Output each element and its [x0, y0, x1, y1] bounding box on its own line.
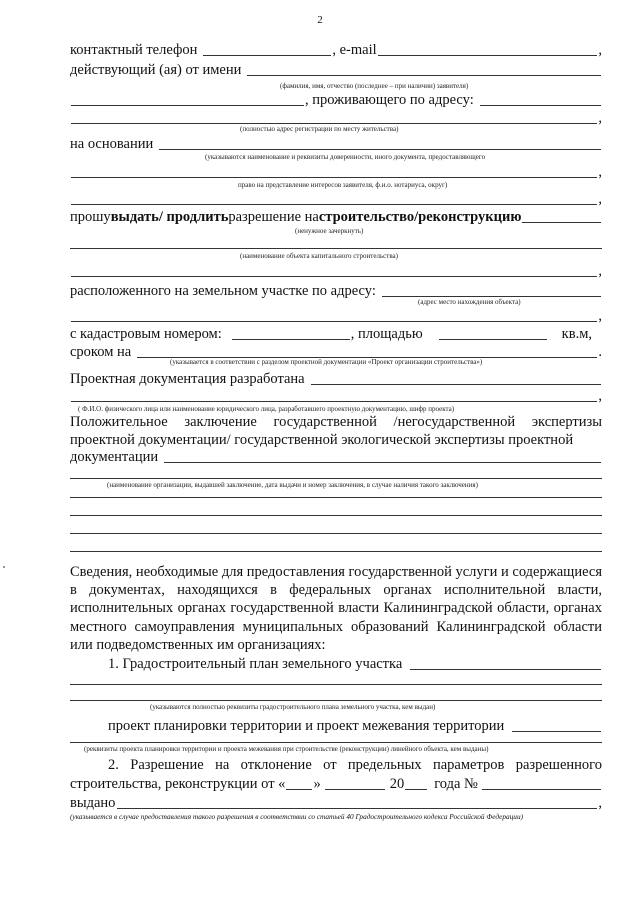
applicant-name-note: (фамилия, имя, отчество (последнее – при наличии) заявителя)	[280, 82, 469, 90]
area-unit: кв.м,	[561, 326, 592, 342]
item2-row-3: выдано ,	[70, 795, 602, 811]
expertise-row	[70, 447, 602, 465]
gradplan-field-cont-2[interactable]	[70, 700, 602, 701]
issued-by-field[interactable]	[117, 795, 597, 809]
expertise-field[interactable]	[164, 449, 601, 463]
planning-field-cont[interactable]	[70, 742, 602, 743]
info-paragraph: Сведения, необходимые для предоставления государственной услуги и содержащиеся в документах, находящихся в федеральных органах исполнительной власти, исполнительных органах государственной власти Калининградской области, органах местного самоуправления муниципальных образований Калининградской области или подведомственных им организациях:	[70, 564, 602, 653]
phone-row: контактный телефон , e-mail ,	[70, 42, 602, 58]
request-note: (ненужное зачеркнуть)	[295, 227, 364, 235]
gradplan-note: (указываются полностью реквизиты градостроительного плана земельного участка, кем выдан)	[150, 703, 436, 711]
acting-label: действующий (ая) от имени	[70, 62, 242, 78]
planning-label: проект планировки территории и проект межевания территории	[108, 718, 505, 734]
expertise-line-3[interactable]	[70, 515, 602, 516]
term-note: (указывается в соответствии с разделом проектной документации «Проект организации строительства»)	[170, 358, 483, 366]
basis-note-2: право на представление интересов заявителя, ф.и.о. нотариуса, округ)	[238, 181, 448, 189]
basis-note-1: (указываются наименование и реквизиты доверенности, иного документа, предоставляющего	[205, 153, 486, 161]
object-row-2: ,	[70, 261, 602, 279]
item2-footnote: (указывается в случае предоставления такого разрешения в соответствии со статьей 40 Градостроительного кодекса Российской Федерации)	[70, 812, 524, 821]
item1-row	[70, 654, 602, 672]
basis-label: на основании	[70, 136, 154, 152]
project-author-field-cont[interactable]	[71, 388, 597, 402]
planning-note: (реквизиты проекта планировки территории и проекта межевания при строительстве (реконструкции) линейного объекта, кем выданы)	[84, 745, 489, 753]
cadastre-label: с кадастровым номером:	[70, 326, 222, 342]
term-field[interactable]	[137, 344, 597, 358]
permit-day-field[interactable]	[286, 776, 312, 790]
basis-row-3: ,	[70, 189, 602, 207]
item2-row-2: строительства, реконструкции от « » 20 года №	[70, 774, 602, 792]
permit-number-field[interactable]	[482, 776, 601, 790]
project-row	[70, 369, 602, 387]
expertise-line-5[interactable]	[70, 551, 602, 552]
gradplan-field-cont[interactable]	[70, 684, 602, 685]
gradplan-field[interactable]	[410, 656, 601, 670]
permit-year-field[interactable]	[405, 776, 427, 790]
cadastral-number-field[interactable]	[232, 326, 350, 340]
expertise-last-word: документации	[70, 449, 159, 465]
phone-field[interactable]	[203, 42, 331, 56]
basis-row	[70, 134, 602, 152]
object-note: (наименование объекта капитального строительства)	[240, 252, 398, 260]
item2-line-1: 2. Разрешение на отклонение от предельных параметров разрешенного	[108, 757, 602, 773]
expertise-note: (наименование организации, выдавшей заключение, дата выдачи и номер заключения, в случае наличия такого заключения)	[107, 481, 478, 489]
term-label: сроком на	[70, 344, 132, 360]
area-label: , площадью	[350, 326, 423, 342]
address-row-2: ,	[70, 108, 602, 126]
project-note: ( Ф.И.О. физического лица или наименование юридического лица, разработавшего проектную документацию, шифр проекта)	[78, 405, 455, 413]
planning-row	[70, 716, 602, 734]
cadastre-row	[70, 324, 602, 342]
permit-month-field[interactable]	[325, 776, 385, 790]
scan-mark	[3, 566, 5, 568]
email-field[interactable]	[378, 42, 598, 56]
land-row-2: ,	[70, 306, 602, 324]
request-line	[522, 209, 601, 223]
address-field[interactable]	[480, 92, 601, 106]
basis-field-cont[interactable]	[71, 164, 597, 178]
expertise-text: Положительное заключение государственной /негосударственной экспертизы проектной документации/ государственной экологической экспертизы проектной	[70, 414, 602, 448]
planning-field[interactable]	[512, 718, 601, 732]
project-author-field[interactable]	[311, 371, 601, 385]
land-note: (адрес место нахождения объекта)	[418, 298, 521, 306]
issue-extend-option[interactable]: выдать/ продлить	[110, 209, 229, 225]
address-note: (полностью адрес регистрации по месту жительства)	[240, 125, 399, 133]
issued-label: выдано	[70, 795, 116, 811]
expertise-line-2[interactable]	[70, 497, 602, 498]
address-field-cont[interactable]	[71, 110, 597, 124]
email-label: , e-mail	[332, 42, 377, 58]
project-row-2: ,	[70, 386, 602, 404]
residing-row	[70, 90, 602, 108]
phone-label: контактный телефон	[70, 42, 198, 58]
expertise-line-4[interactable]	[70, 533, 602, 534]
basis-row-2: ,	[70, 162, 602, 180]
land-row	[70, 281, 602, 299]
page-number: 2	[317, 14, 323, 26]
request-row: прошу выдать/ продлить разрешение на строительство/реконструкцию	[70, 207, 602, 225]
land-label: расположенного на земельном участке по адресу:	[70, 283, 376, 299]
object-field[interactable]	[70, 248, 602, 249]
expertise-field-cont[interactable]	[70, 478, 602, 479]
item1-label: 1. Градостроительный план земельного участка	[108, 656, 403, 672]
acting-row	[70, 60, 602, 78]
object-field-cont[interactable]	[71, 263, 597, 277]
applicant-name-field[interactable]	[247, 62, 601, 76]
basis-field[interactable]	[159, 136, 601, 150]
construction-option[interactable]: строительство/реконструкцию	[318, 209, 522, 225]
land-address-field-cont[interactable]	[71, 308, 597, 322]
applicant-name-field-cont[interactable]	[71, 92, 304, 106]
term-row: сроком на .	[70, 344, 602, 360]
residing-label: , проживающего по адресу:	[305, 92, 474, 108]
basis-field-cont-2[interactable]	[71, 191, 597, 205]
land-address-field[interactable]	[382, 283, 601, 297]
project-label: Проектная документация разработана	[70, 371, 305, 387]
area-field[interactable]	[439, 326, 547, 340]
